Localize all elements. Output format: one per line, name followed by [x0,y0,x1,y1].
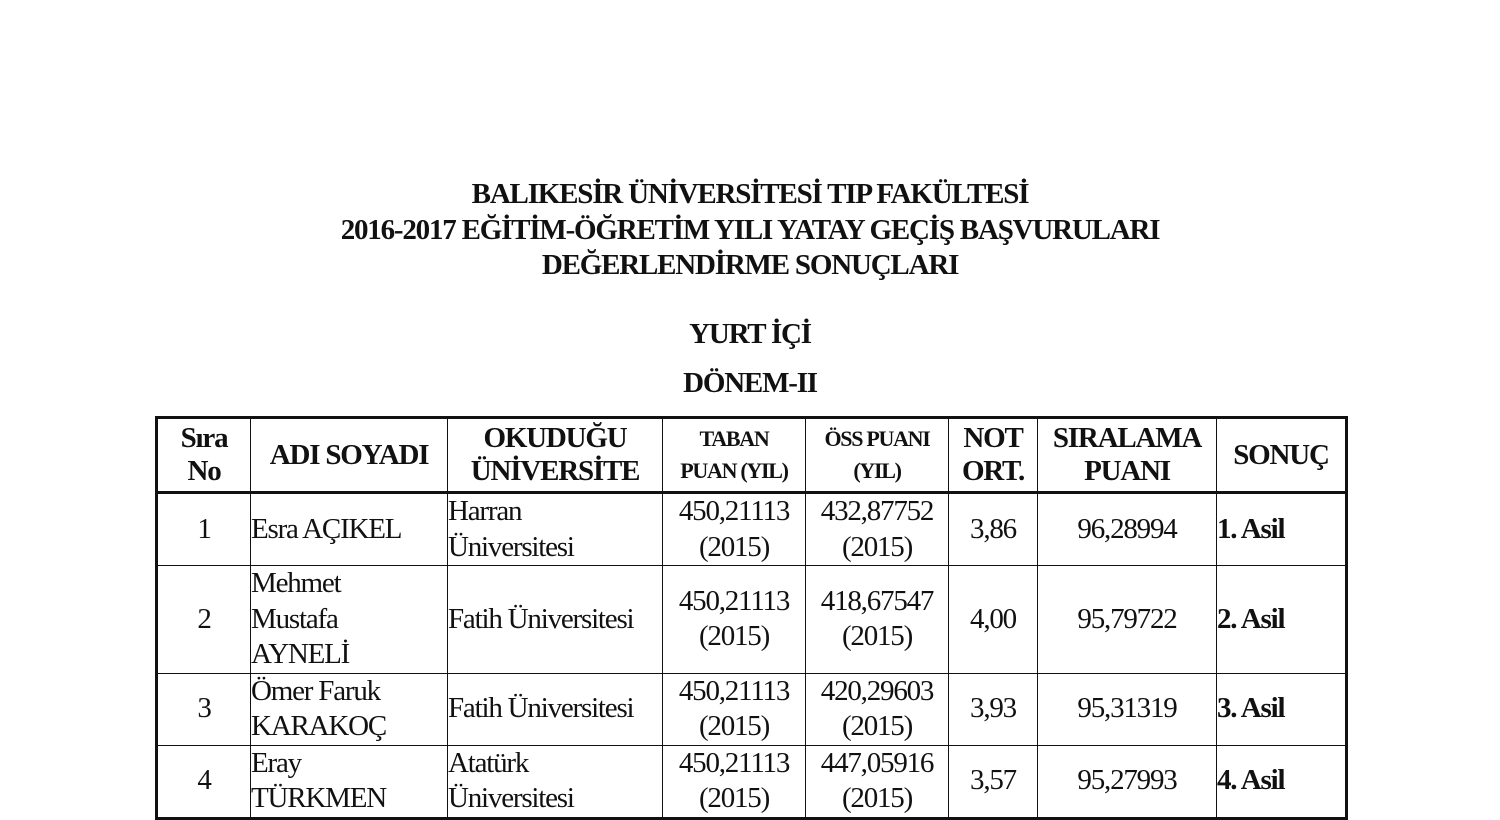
row-oss-score [806,745,949,818]
title-line-results: DEĞERLENDİRME SONUÇLARI [541,249,959,281]
row-oss-year: (2015) [841,530,913,563]
row-name [251,745,448,818]
row-oss-year: (2015) [841,782,913,814]
header-gpa-line2: ORT. [961,455,1025,487]
row-name-line: TÜRKMEN [251,782,386,814]
row-university-line: Üniversitesi [448,530,574,563]
term-heading: DÖNEM-II [683,367,817,399]
row-university-line: Atatürk [448,746,529,779]
table-header-row [157,418,1347,493]
row-name-line: Mustafa [251,602,338,635]
header-no [157,418,251,493]
row-ranking: 95,27993 [1038,745,1217,818]
row-gpa: 3,86 [949,493,1038,566]
row-no: 4 [157,745,251,818]
row-name-line: Eray [251,746,301,779]
row-base-value: 450,21113 [678,495,790,527]
header-oss-score [806,418,949,493]
row-base-year: (2015) [698,530,770,563]
header-base-line2: PUAN (YIL) [680,458,788,483]
row-result: 2. Asil [1217,566,1347,674]
title-line-transfer: 2016-2017 EĞİTİM-ÖĞRETİM YILI YATAY GEÇİŞ BAŞVURULARI [340,213,1160,246]
header-rank-line2: PUANI [1084,455,1170,487]
header-result: SONUÇ [1217,418,1347,493]
header-no-line2: No [187,455,221,487]
row-name [251,673,448,745]
row-result: 4. Asil [1217,745,1347,818]
row-gpa: 3,57 [949,745,1038,818]
row-oss-year: (2015) [841,710,913,742]
header-gpa [949,418,1038,493]
header-base-score [663,418,806,493]
table-row [157,673,1347,745]
row-base-year: (2015) [698,782,770,814]
row-no: 2 [157,566,251,674]
table-row [157,493,1347,566]
row-oss-score [806,673,949,745]
row-university [448,566,663,674]
row-university-line: Fatih Üniversitesi [448,692,634,725]
row-base-score [663,493,806,566]
row-base-value: 450,21113 [678,584,790,617]
header-no-line1: Sıra [180,422,228,454]
row-ranking: 96,28994 [1038,493,1217,566]
row-university-line: Fatih Üniversitesi [448,602,634,635]
row-base-score [663,745,806,818]
header-name: ADI SOYADI [251,418,448,493]
row-oss-value: 432,87752 [820,495,934,527]
row-no: 3 [157,673,251,745]
row-name [251,493,448,566]
row-base-year: (2015) [698,710,770,742]
row-oss-score [806,493,949,566]
row-university [448,673,663,745]
row-name [251,566,448,674]
row-base-score [663,673,806,745]
row-university-line: Harran [448,495,522,527]
row-oss-score [806,566,949,674]
row-university-line: Üniversitesi [448,782,574,814]
row-ranking: 95,79722 [1038,566,1217,674]
header-oss-line2: (YIL) [853,458,901,483]
row-name-line: Mehmet [251,567,341,599]
section-heading: YURT İÇİ [689,318,811,350]
row-no: 1 [157,493,251,566]
row-result: 3. Asil [1217,673,1347,745]
title-line-faculty: BALIKESİR ÜNİVERSİTESİ TIP FAKÜLTESİ [471,178,1029,210]
row-oss-value: 447,05916 [820,746,934,779]
header-university [448,418,663,493]
row-base-score [663,566,806,674]
row-oss-value: 418,67547 [820,584,934,617]
row-university [448,745,663,818]
row-result: 1. Asil [1217,493,1347,566]
row-base-value: 450,21113 [678,674,790,707]
row-university [448,493,663,566]
header-gpa-line1: NOT [963,422,1023,454]
row-oss-value: 420,29603 [820,674,934,707]
header-oss-line1: ÖSS PUANI [824,426,930,451]
header-university-line1: OKUDUĞU [483,422,627,454]
table-row [157,745,1347,818]
document-title [0,177,1500,284]
row-ranking: 95,31319 [1038,673,1217,745]
header-rank-line1: SIRALAMA [1052,422,1202,454]
row-oss-year: (2015) [841,620,913,653]
row-gpa: 4,00 [949,566,1038,674]
row-gpa: 3,93 [949,673,1038,745]
header-ranking [1038,418,1217,493]
results-table [155,416,1348,820]
row-base-year: (2015) [698,620,770,653]
row-name-line: Esra AÇIKEL [251,512,402,545]
header-university-line2: ÜNİVERSİTE [470,455,640,487]
row-name-line: AYNELİ [251,638,350,670]
header-base-line1: TABAN [699,426,769,451]
row-name-line: Ömer Faruk [251,674,380,707]
table-row [157,566,1347,674]
row-name-line: KARAKOÇ [251,710,386,742]
row-base-value: 450,21113 [678,746,790,779]
